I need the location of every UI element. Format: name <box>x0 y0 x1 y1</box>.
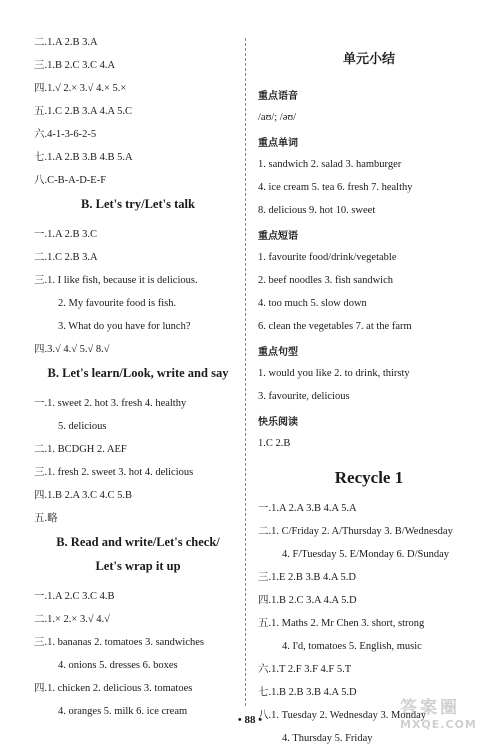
summary-line: 4. ice cream 5. tea 6. fresh 7. healthy <box>258 182 413 193</box>
answer-line: 二.1.A 2.B 3.A <box>34 37 98 48</box>
answer-line: 八.1. Tuesday 2. Wednesday 3. Monday <box>258 710 427 721</box>
summary-line: 8. delicious 9. hot 10. sweet <box>258 205 376 216</box>
summary-line: 6. clean the vegetables 7. at the farm <box>258 321 412 332</box>
answer-line: 三.1. I like fish, because it is delicious. <box>34 275 198 286</box>
answer-line: 4. I'd, tomatoes 5. English, music <box>282 641 422 652</box>
left-column <box>34 36 242 728</box>
answer-line: 二.1. C/Friday 2. A/Thursday 3. B/Wednesday <box>258 526 453 537</box>
answer-line: 二.1. BCDGH 2. AEF <box>34 444 127 455</box>
answer-line: 六.4-1-3-6-2-5 <box>34 129 97 140</box>
answer-line: 四.1. chicken 2. delicious 3. tomatoes <box>34 683 193 694</box>
answer-line: 一.1.A 2.B 3.C <box>34 229 98 240</box>
summary-line: 1. favourite food/drink/vegetable <box>258 252 397 263</box>
answer-line: 四.1.B 2.C 3.A 4.A 5.D <box>258 595 357 606</box>
section-heading: B. Let's try/Let's talk <box>81 197 195 211</box>
answer-line: 五.1. Maths 2. Mr Chen 3. short, strong <box>258 618 425 629</box>
summary-line: /aʊ/; /əʊ/ <box>258 112 297 123</box>
right-column <box>258 36 480 755</box>
page-number: • 88 • <box>237 714 263 726</box>
summary-line: 1.C 2.B <box>258 438 291 449</box>
answer-line: 2. My favourite food is fish. <box>58 298 177 309</box>
answer-line: 二.1.× 2.× 3.√ 4.√ <box>34 614 110 625</box>
answer-line: 五.略 <box>34 513 58 524</box>
summary-line: 1. sandwich 2. salad 3. hamburger <box>258 159 402 170</box>
summary-line: 1. would you like 2. to drink, thirsty <box>258 368 410 379</box>
answer-line: 一.1. sweet 2. hot 3. fresh 4. healthy <box>34 398 187 409</box>
summary-line: 3. favourite, delicious <box>258 391 350 402</box>
watermark-text: 答案圈 <box>400 698 460 718</box>
answer-line: 一.1.A 2.A 3.B 4.A 5.A <box>258 503 357 514</box>
summary-line: 4. too much 5. slow down <box>258 298 367 309</box>
recycle-heading: Recycle 1 <box>334 468 404 487</box>
answer-line: 二.1.C 2.B 3.A <box>34 252 98 263</box>
subsection-label: 重点短语 <box>258 231 298 242</box>
answer-line: 四.1.√ 2.× 3.√ 4.× 5.× <box>34 83 127 94</box>
answer-line: 4. oranges 5. milk 6. ice cream <box>58 706 188 717</box>
answer-line: 一.1.A 2.C 3.C 4.B <box>34 591 115 602</box>
answer-line: 三.1.E 2.B 3.B 4.A 5.D <box>258 572 357 583</box>
section-heading: Let's wrap it up <box>95 559 181 573</box>
answer-line: 三.1.B 2.C 3.C 4.A <box>34 60 116 71</box>
answer-line: 六.1.T 2.F 3.F 4.F 5.T <box>258 664 352 675</box>
answer-line: 4. F/Tuesday 5. E/Monday 6. D/Sunday <box>282 549 450 560</box>
subsection-label: 重点语音 <box>258 91 298 102</box>
column-divider <box>245 38 246 706</box>
answer-line: 四.1.B 2.A 3.C 4.C 5.B <box>34 490 133 501</box>
answer-line: 七.1.B 2.B 3.B 4.A 5.D <box>258 687 357 698</box>
answer-line: 5. delicious <box>58 421 107 432</box>
answer-line: 七.1.A 2.B 3.B 4.B 5.A <box>34 152 133 163</box>
subsection-label: 重点单词 <box>258 138 298 149</box>
summary-line: 2. beef noodles 3. fish sandwich <box>258 275 394 286</box>
answer-line: 五.1.C 2.B 3.A 4.A 5.C <box>34 106 133 117</box>
answer-line: 四.3.√ 4.√ 5.√ 8.√ <box>34 344 110 355</box>
answer-line: 4. onions 5. dresses 6. boxes <box>58 660 178 671</box>
answer-line: 4. Thursday 5. Friday <box>282 733 373 744</box>
watermark-logo <box>400 693 496 733</box>
section-heading: B. Read and write/Let's check/ <box>56 535 220 549</box>
watermark-url: MXQE.COM <box>400 718 477 731</box>
answer-line: 三.1. bananas 2. tomatoes 3. sandwiches <box>34 637 205 648</box>
answer-line: 3. What do you have for lunch? <box>58 321 191 332</box>
subsection-label: 快乐阅读 <box>258 417 298 428</box>
section-heading: B. Let's learn/Look, write and say <box>47 366 229 380</box>
answer-line: 三.1. fresh 2. sweet 3. hot 4. delicious <box>34 467 194 478</box>
answer-line: 八.C-B-A-D-E-F <box>34 175 107 186</box>
subsection-label: 重点句型 <box>258 347 298 358</box>
unit-summary-title: 单元小结 <box>342 52 395 67</box>
